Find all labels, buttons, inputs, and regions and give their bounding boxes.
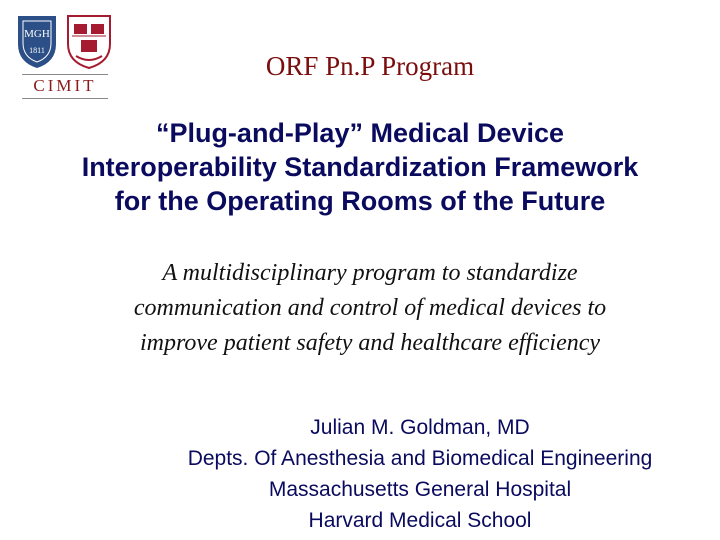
mgh-shield-year: 1811 (29, 46, 45, 55)
subtitle-line-2: communication and control of medical devices to (133, 295, 607, 321)
cimit-logo: CIMIT (33, 76, 97, 95)
mgh-shield-text: MGH (24, 28, 50, 40)
author-name: Julian M. Goldman, MD (310, 416, 530, 439)
program-title: ORF Pn.P Program (265, 51, 475, 81)
cimit-rule-top (22, 74, 108, 75)
author-department: Depts. Of Anesthesia and Biomedical Engineering (187, 447, 653, 470)
main-title-line-2: Interoperability Standardization Framework (81, 152, 639, 182)
subtitle (60, 256, 680, 361)
subtitle-line-3: improve patient safety and healthcare efficiency (139, 330, 601, 356)
main-title (10, 116, 710, 218)
logo-group (14, 10, 114, 98)
subtitle-line-1: A multidisciplinary program to standardize (162, 260, 578, 286)
author-school: Harvard Medical School (308, 509, 532, 532)
main-title-line-1: “Plug-and-Play” Medical Device (155, 118, 565, 148)
mgh-shield-icon (16, 14, 58, 70)
cimit-rule-bottom (22, 98, 108, 99)
main-title-line-3: for the Operating Rooms of the Future (114, 186, 606, 216)
author-hospital: Massachusetts General Hospital (268, 478, 572, 501)
author-block (130, 412, 710, 536)
harvard-shield-icon (66, 14, 112, 70)
